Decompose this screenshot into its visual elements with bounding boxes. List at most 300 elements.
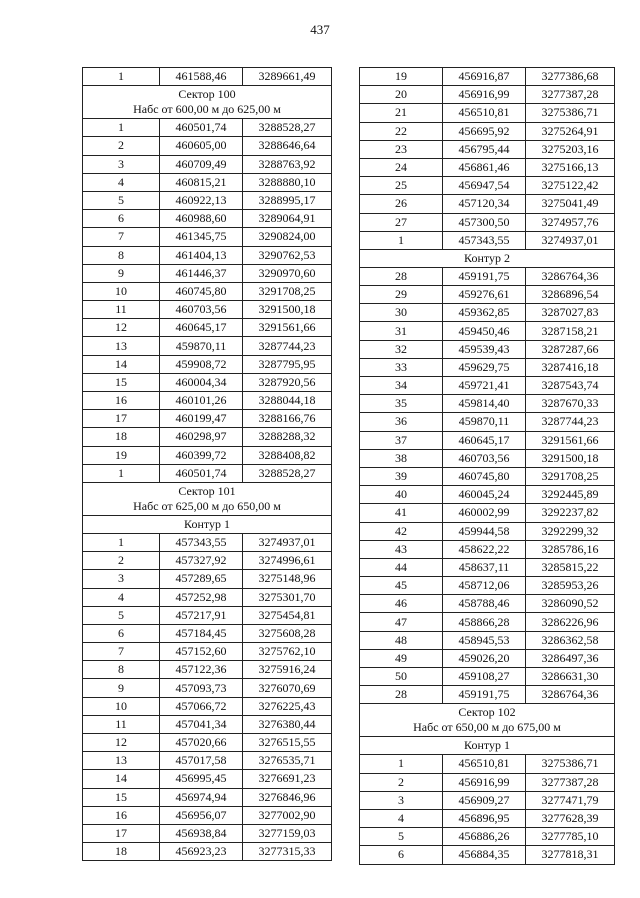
point-number: 19: [83, 446, 160, 464]
x-coordinate: 460501,74: [160, 464, 243, 482]
point-number: 11: [83, 301, 160, 319]
table-row: [83, 788, 332, 806]
y-coordinate: 3287158,21: [526, 322, 615, 340]
table-row: [360, 486, 615, 504]
section-header-line: Сектор 102: [458, 705, 516, 720]
y-coordinate: 3288166,76: [243, 410, 332, 428]
x-coordinate: 457343,55: [443, 231, 526, 249]
table-row: [83, 337, 332, 355]
point-number: 6: [83, 624, 160, 642]
y-coordinate: 3277387,28: [526, 86, 615, 104]
table-row: [360, 686, 615, 704]
x-coordinate: 459944,58: [443, 522, 526, 540]
y-coordinate: 3291708,25: [243, 282, 332, 300]
table-row: [360, 828, 615, 846]
table-row: [83, 392, 332, 410]
point-number: 6: [83, 210, 160, 228]
point-number: 21: [360, 104, 443, 122]
x-coordinate: 460101,26: [160, 392, 243, 410]
table-row: [83, 282, 332, 300]
point-number: 2: [83, 137, 160, 155]
point-number: 35: [360, 395, 443, 413]
point-number: 1: [83, 464, 160, 482]
point-number: 43: [360, 540, 443, 558]
point-number: 34: [360, 377, 443, 395]
y-coordinate: 3276070,69: [243, 679, 332, 697]
x-coordinate: 458622,22: [443, 540, 526, 558]
point-number: 17: [83, 410, 160, 428]
y-coordinate: 3277386,68: [526, 68, 615, 86]
x-coordinate: 460645,17: [443, 431, 526, 449]
table-row: [83, 301, 332, 319]
x-coordinate: 457300,50: [443, 213, 526, 231]
point-number: 29: [360, 286, 443, 304]
point-number: 13: [83, 752, 160, 770]
table-row: [360, 340, 615, 358]
y-coordinate: 3287416,18: [526, 358, 615, 376]
y-coordinate: 3287795,95: [243, 355, 332, 373]
x-coordinate: 457017,58: [160, 752, 243, 770]
x-coordinate: 459814,40: [443, 395, 526, 413]
table-row: [83, 661, 332, 679]
point-number: 7: [83, 643, 160, 661]
y-coordinate: 3286764,36: [526, 686, 615, 704]
section-header-row: [83, 86, 332, 119]
page-number: 437: [310, 22, 330, 37]
y-coordinate: 3287670,33: [526, 395, 615, 413]
table-row: [83, 373, 332, 391]
y-coordinate: 3291708,25: [526, 467, 615, 485]
y-coordinate: 3274937,01: [243, 533, 332, 551]
point-number: 31: [360, 322, 443, 340]
point-number: 24: [360, 158, 443, 176]
y-coordinate: 3277628,39: [526, 809, 615, 827]
point-number: 14: [83, 770, 160, 788]
x-coordinate: 459908,72: [160, 355, 243, 373]
y-coordinate: 3275762,10: [243, 643, 332, 661]
table-row: [83, 446, 332, 464]
section-header-line: Набс от 625,00 м до 650,00 м: [133, 498, 281, 513]
table-row: [83, 824, 332, 842]
point-number: 5: [83, 191, 160, 209]
x-coordinate: 458788,46: [443, 595, 526, 613]
table-row: [360, 231, 615, 249]
table-row: [360, 809, 615, 827]
y-coordinate: 3275122,42: [526, 177, 615, 195]
y-coordinate: 3286090,52: [526, 595, 615, 613]
table-row: [360, 322, 615, 340]
table-row: [360, 613, 615, 631]
y-coordinate: 3276380,44: [243, 715, 332, 733]
point-number: 48: [360, 631, 443, 649]
table-row: [360, 377, 615, 395]
section-header-line: Сектор 101: [178, 483, 236, 498]
x-coordinate: 457327,92: [160, 552, 243, 570]
point-number: 33: [360, 358, 443, 376]
y-coordinate: 3291561,66: [243, 319, 332, 337]
x-coordinate: 460399,72: [160, 446, 243, 464]
y-coordinate: 3292445,89: [526, 486, 615, 504]
y-coordinate: 3288995,17: [243, 191, 332, 209]
y-coordinate: 3288763,92: [243, 155, 332, 173]
x-coordinate: 456947,54: [443, 177, 526, 195]
x-coordinate: 460709,49: [160, 155, 243, 173]
point-number: 8: [83, 661, 160, 679]
table-row: [360, 358, 615, 376]
y-coordinate: 3291500,18: [243, 301, 332, 319]
y-coordinate: 3275301,70: [243, 588, 332, 606]
y-coordinate: 3288408,82: [243, 446, 332, 464]
table-row: [360, 467, 615, 485]
point-number: 28: [360, 686, 443, 704]
y-coordinate: 3291561,66: [526, 431, 615, 449]
point-number: 36: [360, 413, 443, 431]
point-number: 38: [360, 449, 443, 467]
point-number: 6: [360, 846, 443, 864]
y-coordinate: 3287744,23: [526, 413, 615, 431]
point-number: 18: [83, 843, 160, 861]
point-number: 17: [83, 824, 160, 842]
x-coordinate: 456896,95: [443, 809, 526, 827]
table-row: [83, 752, 332, 770]
x-coordinate: 456510,81: [443, 755, 526, 773]
y-coordinate: 3290970,60: [243, 264, 332, 282]
point-number: 15: [83, 373, 160, 391]
x-coordinate: 457152,60: [160, 643, 243, 661]
x-coordinate: 460605,00: [160, 137, 243, 155]
x-coordinate: 456916,99: [443, 86, 526, 104]
table-row: [83, 155, 332, 173]
table-row: [83, 137, 332, 155]
point-number: 2: [83, 552, 160, 570]
section-header: [360, 704, 615, 737]
y-coordinate: 3287744,23: [243, 337, 332, 355]
table-row: [83, 191, 332, 209]
x-coordinate: 456923,23: [160, 843, 243, 861]
x-coordinate: 456974,94: [160, 788, 243, 806]
x-coordinate: 457020,66: [160, 734, 243, 752]
table-row: [83, 533, 332, 551]
x-coordinate: 460703,56: [443, 449, 526, 467]
x-coordinate: 457120,34: [443, 195, 526, 213]
x-coordinate: 457184,45: [160, 624, 243, 642]
y-coordinate: 3286764,36: [526, 267, 615, 285]
x-coordinate: 460501,74: [160, 119, 243, 137]
point-number: 19: [360, 68, 443, 86]
y-coordinate: 3287027,83: [526, 304, 615, 322]
y-coordinate: 3285786,16: [526, 540, 615, 558]
table-row: [83, 464, 332, 482]
table-row: [83, 606, 332, 624]
point-number: 7: [83, 228, 160, 246]
point-number: 12: [83, 319, 160, 337]
y-coordinate: 3292299,32: [526, 522, 615, 540]
table-row: [83, 643, 332, 661]
table-row: [360, 522, 615, 540]
x-coordinate: 456938,84: [160, 824, 243, 842]
x-coordinate: 459450,46: [443, 322, 526, 340]
x-coordinate: 457041,34: [160, 715, 243, 733]
x-coordinate: 456956,07: [160, 806, 243, 824]
table-row: [360, 558, 615, 576]
point-number: 1: [360, 755, 443, 773]
table-row: [360, 846, 615, 864]
table-row: [360, 449, 615, 467]
x-coordinate: 459026,20: [443, 649, 526, 667]
section-header-line: Контур 2: [464, 250, 510, 265]
point-number: 37: [360, 431, 443, 449]
point-number: 15: [83, 788, 160, 806]
x-coordinate: 461345,75: [160, 228, 243, 246]
y-coordinate: 3277471,79: [526, 791, 615, 809]
section-header: [360, 737, 615, 755]
x-coordinate: 456886,26: [443, 828, 526, 846]
point-number: 44: [360, 558, 443, 576]
x-coordinate: 460004,34: [160, 373, 243, 391]
point-number: 1: [83, 68, 160, 86]
y-coordinate: 3275264,91: [526, 122, 615, 140]
y-coordinate: 3292237,82: [526, 504, 615, 522]
table-row: [360, 195, 615, 213]
table-row: [360, 431, 615, 449]
x-coordinate: 459362,85: [443, 304, 526, 322]
y-coordinate: 3287543,74: [526, 377, 615, 395]
table-row: [360, 577, 615, 595]
table-row: [83, 843, 332, 861]
x-coordinate: 461446,37: [160, 264, 243, 282]
x-coordinate: 456695,92: [443, 122, 526, 140]
table-row: [83, 264, 332, 282]
section-header-line: Набс от 650,00 м до 675,00 м: [413, 720, 561, 735]
section-header: [83, 86, 332, 119]
y-coordinate: 3275386,71: [526, 104, 615, 122]
section-header: [360, 249, 615, 267]
section-header-line: Набс от 600,00 м до 625,00 м: [133, 102, 281, 117]
point-number: 5: [83, 606, 160, 624]
table-row: [360, 122, 615, 140]
point-number: 13: [83, 337, 160, 355]
section-header-row: [360, 704, 615, 737]
table-row: [360, 104, 615, 122]
y-coordinate: 3288288,32: [243, 428, 332, 446]
table-row: [83, 570, 332, 588]
x-coordinate: 456909,27: [443, 791, 526, 809]
table-row: [83, 734, 332, 752]
y-coordinate: 3288880,10: [243, 173, 332, 191]
table-row: [360, 649, 615, 667]
table-row: [83, 410, 332, 428]
x-coordinate: 457122,36: [160, 661, 243, 679]
y-coordinate: 3276846,96: [243, 788, 332, 806]
coordinates-table-left: [82, 67, 332, 861]
x-coordinate: 459870,11: [160, 337, 243, 355]
y-coordinate: 3286362,58: [526, 631, 615, 649]
section-header: [83, 482, 332, 515]
y-coordinate: 3288646,64: [243, 137, 332, 155]
point-number: 16: [83, 806, 160, 824]
y-coordinate: 3286497,36: [526, 649, 615, 667]
x-coordinate: 459191,75: [443, 686, 526, 704]
point-number: 22: [360, 122, 443, 140]
point-number: 3: [83, 570, 160, 588]
x-coordinate: 457252,98: [160, 588, 243, 606]
y-coordinate: 3274957,76: [526, 213, 615, 231]
point-number: 1: [83, 533, 160, 551]
table-row: [83, 697, 332, 715]
x-coordinate: 459870,11: [443, 413, 526, 431]
x-coordinate: 459191,75: [443, 267, 526, 285]
section-header: [83, 515, 332, 533]
x-coordinate: 458712,06: [443, 577, 526, 595]
point-number: 4: [360, 809, 443, 827]
y-coordinate: 3275454,81: [243, 606, 332, 624]
table-row: [83, 588, 332, 606]
table-row: [360, 267, 615, 285]
point-number: 4: [83, 173, 160, 191]
x-coordinate: 460002,99: [443, 504, 526, 522]
section-header-line: Контур 1: [184, 516, 230, 531]
x-coordinate: 460298,97: [160, 428, 243, 446]
point-number: 46: [360, 595, 443, 613]
x-coordinate: 460199,47: [160, 410, 243, 428]
point-number: 25: [360, 177, 443, 195]
y-coordinate: 3285815,22: [526, 558, 615, 576]
point-number: 1: [360, 231, 443, 249]
table-row: [360, 86, 615, 104]
y-coordinate: 3277785,10: [526, 828, 615, 846]
point-number: 32: [360, 340, 443, 358]
table-row: [83, 355, 332, 373]
y-coordinate: 3275203,16: [526, 140, 615, 158]
point-number: 42: [360, 522, 443, 540]
y-coordinate: 3287920,56: [243, 373, 332, 391]
x-coordinate: 457093,73: [160, 679, 243, 697]
table-row: [83, 246, 332, 264]
point-number: 40: [360, 486, 443, 504]
x-coordinate: 459629,75: [443, 358, 526, 376]
x-coordinate: 460922,13: [160, 191, 243, 209]
x-coordinate: 461404,13: [160, 246, 243, 264]
x-coordinate: 456916,99: [443, 773, 526, 791]
table-row: [360, 668, 615, 686]
point-number: 49: [360, 649, 443, 667]
table-row: [83, 173, 332, 191]
y-coordinate: 3274937,01: [526, 231, 615, 249]
table-row: [360, 286, 615, 304]
point-number: 9: [83, 679, 160, 697]
y-coordinate: 3275041,49: [526, 195, 615, 213]
point-number: 11: [83, 715, 160, 733]
table-row: [83, 770, 332, 788]
point-number: 10: [83, 697, 160, 715]
point-number: 45: [360, 577, 443, 595]
x-coordinate: 460703,56: [160, 301, 243, 319]
y-coordinate: 3289661,49: [243, 68, 332, 86]
point-number: 18: [83, 428, 160, 446]
point-number: 26: [360, 195, 443, 213]
y-coordinate: 3275386,71: [526, 755, 615, 773]
x-coordinate: 459108,27: [443, 668, 526, 686]
y-coordinate: 3288044,18: [243, 392, 332, 410]
table-row: [360, 773, 615, 791]
x-coordinate: 460645,17: [160, 319, 243, 337]
point-number: 47: [360, 613, 443, 631]
y-coordinate: 3290762,53: [243, 246, 332, 264]
section-header-row: [360, 737, 615, 755]
point-number: 16: [83, 392, 160, 410]
table-row: [83, 68, 332, 86]
table-row: [360, 413, 615, 431]
coordinates-table-right: [359, 67, 615, 865]
table-row: [83, 552, 332, 570]
point-number: 1: [83, 119, 160, 137]
point-number: 14: [83, 355, 160, 373]
y-coordinate: 3275166,13: [526, 158, 615, 176]
table-row: [360, 504, 615, 522]
y-coordinate: 3276691,23: [243, 770, 332, 788]
x-coordinate: 460745,80: [443, 467, 526, 485]
point-number: 41: [360, 504, 443, 522]
point-number: 3: [360, 791, 443, 809]
table-row: [83, 228, 332, 246]
y-coordinate: 3287287,66: [526, 340, 615, 358]
table-row: [360, 755, 615, 773]
y-coordinate: 3274996,61: [243, 552, 332, 570]
point-number: 12: [83, 734, 160, 752]
y-coordinate: 3289064,91: [243, 210, 332, 228]
y-coordinate: 3277315,33: [243, 843, 332, 861]
point-number: 9: [83, 264, 160, 282]
table-row: [360, 68, 615, 86]
x-coordinate: 457066,72: [160, 697, 243, 715]
table-row: [360, 540, 615, 558]
table-row: [83, 679, 332, 697]
x-coordinate: 459539,43: [443, 340, 526, 358]
table-row: [360, 177, 615, 195]
x-coordinate: 456795,44: [443, 140, 526, 158]
y-coordinate: 3275916,24: [243, 661, 332, 679]
y-coordinate: 3276225,43: [243, 697, 332, 715]
x-coordinate: 460815,21: [160, 173, 243, 191]
table-row: [360, 631, 615, 649]
point-number: 2: [360, 773, 443, 791]
x-coordinate: 460745,80: [160, 282, 243, 300]
point-number: 3: [83, 155, 160, 173]
x-coordinate: 456861,46: [443, 158, 526, 176]
section-header-line: Контур 1: [464, 738, 510, 753]
point-number: 27: [360, 213, 443, 231]
table-row: [83, 119, 332, 137]
x-coordinate: 456510,81: [443, 104, 526, 122]
y-coordinate: 3276535,71: [243, 752, 332, 770]
point-number: 10: [83, 282, 160, 300]
table-row: [360, 595, 615, 613]
y-coordinate: 3277818,31: [526, 846, 615, 864]
table-row: [360, 395, 615, 413]
point-number: 50: [360, 668, 443, 686]
table-row: [83, 715, 332, 733]
y-coordinate: 3275608,28: [243, 624, 332, 642]
point-number: 20: [360, 86, 443, 104]
table-row: [360, 140, 615, 158]
section-header-row: [83, 515, 332, 533]
y-coordinate: 3277159,03: [243, 824, 332, 842]
x-coordinate: 456884,35: [443, 846, 526, 864]
y-coordinate: 3286631,30: [526, 668, 615, 686]
section-header-row: [360, 249, 615, 267]
point-number: 28: [360, 267, 443, 285]
x-coordinate: 458866,28: [443, 613, 526, 631]
